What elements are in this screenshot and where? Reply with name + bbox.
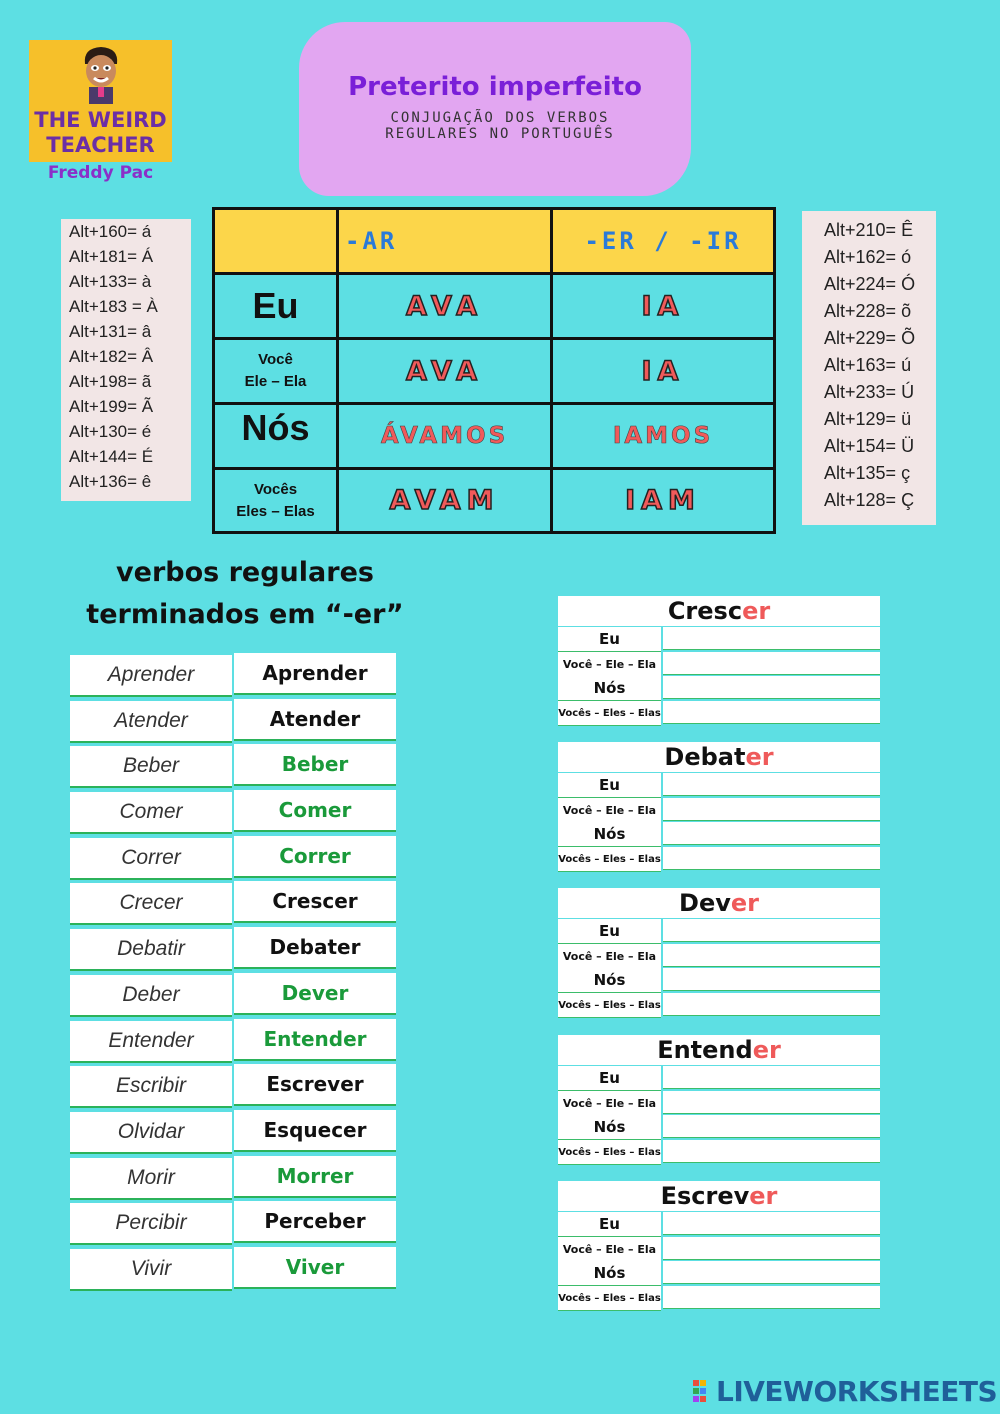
liveworksheets-brand: LIVEWORKSHEETS <box>716 1375 998 1408</box>
conjugation-answer-input[interactable] <box>663 1066 880 1089</box>
practice-table-title <box>558 596 880 626</box>
alt-code-entry: Alt+135= ç <box>824 463 911 483</box>
conjugation-answer-input[interactable] <box>663 773 880 796</box>
practice-row <box>558 1091 880 1115</box>
verb-spanish: Debatir <box>70 929 232 971</box>
pronoun-cell-voces <box>212 467 339 534</box>
practice-table <box>558 596 880 730</box>
pronoun-voce: Você <box>258 351 293 368</box>
alt-code-entry: Alt+228= õ <box>824 301 912 321</box>
verb-row <box>70 1201 396 1247</box>
verb-suffix: er <box>745 743 774 771</box>
verb-portuguese: Aprender <box>234 653 396 695</box>
verb-stem: Entend <box>657 1036 753 1064</box>
pronoun-voces: Vocês <box>253 480 298 498</box>
verb-row <box>70 836 396 882</box>
verb-spanish: Correr <box>70 838 232 880</box>
practice-pronoun-label: Nós <box>558 1261 661 1286</box>
conjugation-answer-input[interactable] <box>663 822 880 845</box>
verb-portuguese: Atender <box>234 699 396 741</box>
conjugation-answer-input[interactable] <box>663 993 880 1016</box>
verb-spanish: Atender <box>70 701 232 743</box>
alt-code-entry: Alt+136= ê <box>69 472 152 491</box>
practice-table-title <box>558 742 880 772</box>
practice-row <box>558 1261 880 1285</box>
pronoun-ele-ela: Ele – Ela <box>244 373 307 390</box>
alt-code-entry: Alt+224= Ó <box>824 274 916 294</box>
ending-cell <box>336 337 553 405</box>
ending-ar-nos: ÁVAMOS <box>380 423 509 449</box>
alt-code-entry: Alt+154= Ü <box>824 436 915 456</box>
verb-stem: Cresc <box>667 597 743 625</box>
alt-code-entry: Alt+131= â <box>69 322 152 341</box>
pronoun-nos: Nós <box>241 407 310 448</box>
verb-portuguese: Morrer <box>234 1156 396 1198</box>
alt-codes-left <box>61 219 191 501</box>
verb-row <box>70 1247 396 1293</box>
alt-code-entry: Alt+183 = À <box>69 297 158 316</box>
practice-row <box>558 773 880 797</box>
practice-pronoun-label: Você – Ele – Ela <box>558 1091 661 1116</box>
verb-row <box>70 653 396 699</box>
alt-code-entry: Alt+198= ã <box>69 372 152 391</box>
practice-pronoun-label: Você – Ele – Ela <box>558 1237 661 1262</box>
alt-code-entry: Alt+130= é <box>69 422 152 441</box>
verb-stem: Dev <box>679 889 731 917</box>
conjugation-answer-input[interactable] <box>663 652 880 675</box>
alt-code-entry: Alt+160= á <box>69 222 152 241</box>
practice-pronoun-label: Você – Ele – Ela <box>558 652 661 677</box>
practice-row <box>558 1212 880 1236</box>
alt-code-entry: Alt+163= ú <box>824 355 912 375</box>
verb-spanish: Crecer <box>70 883 232 925</box>
alt-code-entry: Alt+129= ü <box>824 409 912 429</box>
practice-row <box>558 798 880 822</box>
practice-row <box>558 822 880 846</box>
practice-row <box>558 627 880 651</box>
alt-code-entry: Alt+144= É <box>69 447 154 466</box>
verb-row <box>70 744 396 790</box>
practice-row <box>558 1115 880 1139</box>
practice-pronoun-label: Eu <box>558 1212 661 1237</box>
alt-code-entry: Alt+210= Ê <box>824 220 914 240</box>
pronoun-cell-nos <box>212 402 339 470</box>
verb-row <box>70 927 396 973</box>
practice-table-title <box>558 1181 880 1211</box>
liveworksheets-logo-icon <box>693 1380 713 1402</box>
pronoun-cell-voce <box>212 337 339 405</box>
title-banner <box>299 22 691 196</box>
practice-table <box>558 1035 880 1169</box>
practice-pronoun-label: Vocês – Eles – Elas <box>558 847 661 872</box>
practice-pronoun-label: Vocês – Eles – Elas <box>558 993 661 1018</box>
verb-stem: Escrev <box>660 1182 750 1210</box>
verb-spanish: Escribir <box>70 1066 232 1108</box>
verb-suffix: er <box>749 1182 778 1210</box>
conjugation-answer-input[interactable] <box>663 1091 880 1114</box>
ending-cell <box>336 402 553 470</box>
logo-author: Freddy Pac <box>47 163 154 183</box>
practice-table <box>558 742 880 876</box>
verb-portuguese: Dever <box>234 973 396 1015</box>
alt-code-entry: Alt+128= Ç <box>824 490 915 510</box>
conjugation-answer-input[interactable] <box>663 1286 880 1309</box>
pronoun-eu: Eu <box>252 285 299 326</box>
conjugation-answer-input[interactable] <box>663 968 880 991</box>
header-ar <box>336 207 553 275</box>
teacher-avatar-icon <box>75 44 127 104</box>
conjugation-answer-input[interactable] <box>663 701 880 724</box>
practice-pronoun-label: Nós <box>558 968 661 993</box>
practice-pronoun-label: Você – Ele – Ela <box>558 798 661 823</box>
conjugation-answer-input[interactable] <box>663 1212 880 1235</box>
verb-spanish: Deber <box>70 975 232 1017</box>
verb-row <box>70 1156 396 1202</box>
verb-spanish: Aprender <box>70 655 232 697</box>
verb-row <box>70 1019 396 1065</box>
ending-ar-voces: AVAM <box>389 485 500 516</box>
practice-pronoun-label: Nós <box>558 676 661 701</box>
verb-portuguese: Perceber <box>234 1201 396 1243</box>
conjugation-answer-input[interactable] <box>663 919 880 942</box>
verb-portuguese: Crescer <box>234 881 396 923</box>
header-er-ir <box>550 207 776 275</box>
practice-table <box>558 888 880 1022</box>
ending-cell <box>550 467 776 534</box>
section-title-line1: verbos regulares <box>116 557 374 588</box>
subtitle-line2: REGULARES NO PORTUGUÊS <box>385 126 615 142</box>
page-title: Preterito imperfeito <box>348 72 642 102</box>
ending-er-ir-eu: IA <box>641 290 685 322</box>
practice-row <box>558 676 880 700</box>
conjugation-answer-input[interactable] <box>663 798 880 821</box>
header-er-ir-label: -ER / -IR <box>584 227 742 255</box>
practice-pronoun-label: Você – Ele – Ela <box>558 944 661 969</box>
practice-pronoun-label: Eu <box>558 627 661 652</box>
verb-spanish: Olvidar <box>70 1112 232 1154</box>
page-subtitle <box>350 110 650 142</box>
alt-codes-right <box>802 211 936 525</box>
verb-row <box>70 881 396 927</box>
conjugation-answer-input[interactable] <box>663 944 880 967</box>
ending-cell <box>550 337 776 405</box>
ending-cell <box>336 467 553 534</box>
ending-ar-eu: AVA <box>405 290 484 322</box>
practice-row <box>558 1066 880 1090</box>
verb-row <box>70 699 396 745</box>
practice-row <box>558 701 880 725</box>
verb-spanish: Percibir <box>70 1203 232 1245</box>
practice-row <box>558 1140 880 1164</box>
verb-portuguese: Esquecer <box>234 1110 396 1152</box>
conjugation-answer-input[interactable] <box>663 627 880 650</box>
conjugation-answer-input[interactable] <box>663 1140 880 1163</box>
practice-table <box>558 1181 880 1315</box>
verb-portuguese: Viver <box>234 1247 396 1289</box>
conjugation-answer-input[interactable] <box>663 847 880 870</box>
practice-row <box>558 944 880 968</box>
alt-code-entry: Alt+182= Â <box>69 347 154 366</box>
ending-cell <box>336 272 553 340</box>
practice-pronoun-label: Vocês – Eles – Elas <box>558 701 661 726</box>
practice-pronoun-label: Eu <box>558 1066 661 1091</box>
ending-cell <box>550 402 776 470</box>
verb-spanish: Beber <box>70 746 232 788</box>
verb-row <box>70 1064 396 1110</box>
practice-row <box>558 993 880 1017</box>
header-empty-cell <box>212 207 339 275</box>
logo-text-line2: TEACHER <box>46 133 155 157</box>
ending-cell <box>550 272 776 340</box>
pronoun-cell-eu <box>212 272 339 340</box>
conjugation-answer-input[interactable] <box>663 1261 880 1284</box>
alt-code-entry: Alt+233= Ú <box>824 382 915 402</box>
verb-spanish: Vivir <box>70 1249 232 1291</box>
practice-table-title <box>558 1035 880 1065</box>
practice-pronoun-label: Nós <box>558 822 661 847</box>
ending-ar-voce: AVA <box>405 355 484 387</box>
logo-text-line1: THE WEIRD <box>34 108 167 132</box>
practice-row <box>558 1237 880 1261</box>
conjugation-answer-input[interactable] <box>663 1115 880 1138</box>
pronoun-eles-elas: Eles – Elas <box>236 502 315 520</box>
teacher-logo <box>29 40 172 162</box>
verb-row <box>70 973 396 1019</box>
practice-row <box>558 847 880 871</box>
verb-spanish: Entender <box>70 1021 232 1063</box>
section-title-line2: terminados em “-er” <box>86 599 404 630</box>
ending-er-ir-nos: IAMOS <box>612 423 714 449</box>
practice-row <box>558 1286 880 1310</box>
conjugation-answer-input[interactable] <box>663 1237 880 1260</box>
verb-portuguese: Debater <box>234 927 396 969</box>
verb-portuguese: Correr <box>234 836 396 878</box>
practice-pronoun-label: Vocês – Eles – Elas <box>558 1140 661 1165</box>
verb-portuguese: Beber <box>234 744 396 786</box>
practice-row <box>558 919 880 943</box>
practice-table-title <box>558 888 880 918</box>
alt-code-entry: Alt+181= Á <box>69 247 154 266</box>
practice-pronoun-label: Vocês – Eles – Elas <box>558 1286 661 1311</box>
verb-row <box>70 1110 396 1156</box>
alt-code-entry: Alt+133= à <box>69 272 152 291</box>
verb-stem: Debat <box>664 743 746 771</box>
header-ar-label: -AR <box>345 227 398 255</box>
subtitle-line1: CONJUGAÇÃO DOS VERBOS <box>390 110 610 126</box>
verb-suffix: er <box>752 1036 781 1064</box>
section-title <box>60 552 430 636</box>
practice-row <box>558 652 880 676</box>
verb-portuguese: Entender <box>234 1019 396 1061</box>
practice-pronoun-label: Eu <box>558 773 661 798</box>
ending-er-ir-voce: IA <box>641 355 685 387</box>
practice-pronoun-label: Nós <box>558 1115 661 1140</box>
verb-list <box>70 653 396 1293</box>
conjugation-answer-input[interactable] <box>663 676 880 699</box>
ending-er-ir-voces: IAM <box>625 485 701 516</box>
verb-spanish: Morir <box>70 1158 232 1200</box>
practice-pronoun-label: Eu <box>558 919 661 944</box>
alt-code-entry: Alt+199= Ã <box>69 397 154 416</box>
alt-code-entry: Alt+229= Õ <box>824 328 916 348</box>
alt-code-entry: Alt+162= ó <box>824 247 912 267</box>
verb-row <box>70 790 396 836</box>
practice-row <box>558 968 880 992</box>
verb-suffix: er <box>742 597 771 625</box>
verb-spanish: Comer <box>70 792 232 834</box>
verb-suffix: er <box>730 889 759 917</box>
verb-portuguese: Comer <box>234 790 396 832</box>
verb-portuguese: Escrever <box>234 1064 396 1106</box>
conjugation-table <box>212 207 776 534</box>
